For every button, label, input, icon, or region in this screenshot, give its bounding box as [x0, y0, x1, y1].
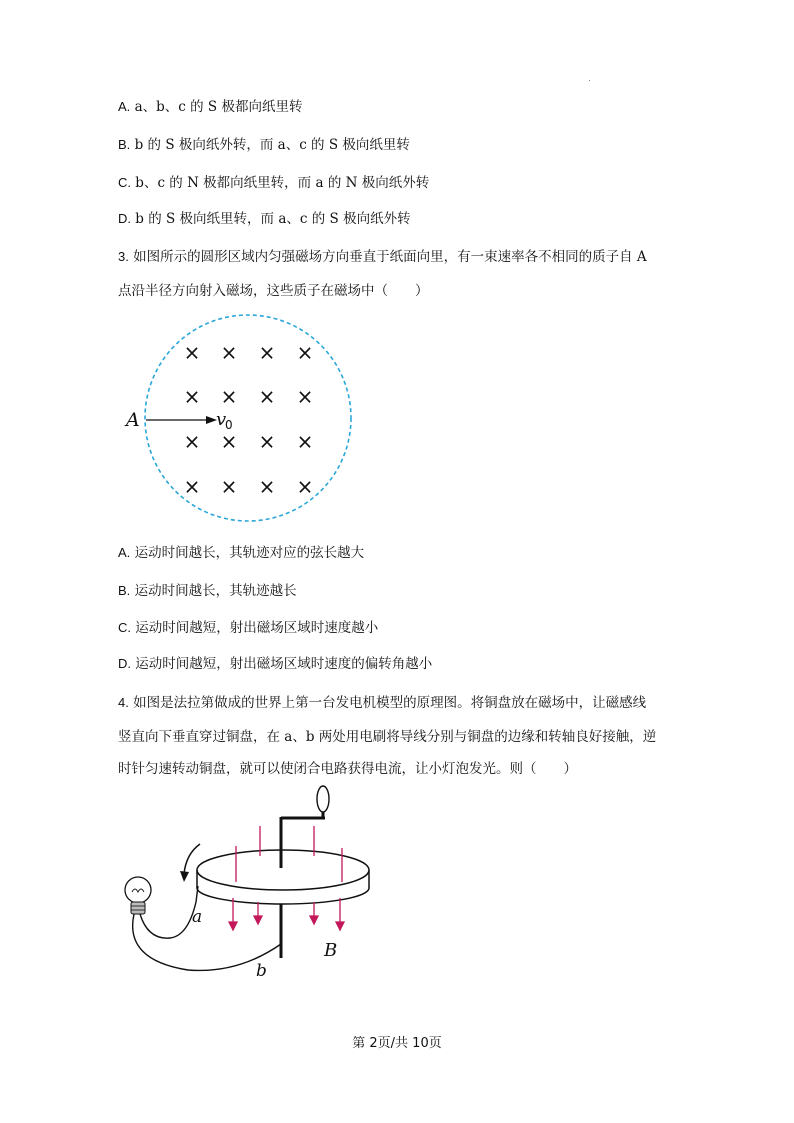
velocity-label: v: [216, 409, 227, 430]
field-cross: ×: [296, 384, 314, 409]
field-cross: ×: [220, 340, 238, 365]
field-boundary-circle: [145, 315, 351, 521]
question4-generator-figure: [118, 782, 378, 982]
field-cross: ×: [220, 384, 238, 409]
copper-disc-top: [197, 850, 369, 890]
field-cross: ×: [183, 429, 201, 454]
field-cross: ×: [220, 429, 238, 454]
velocity-subscript: 0: [225, 418, 233, 432]
field-cross: ×: [183, 340, 201, 365]
question3-option-d: D. 运动时间越短，射出磁场区域时速度的偏转角越小: [118, 656, 433, 672]
question3-option-c: C. 运动时间越短，射出磁场区域时速度越小: [118, 620, 379, 636]
crank-knob: [317, 786, 329, 812]
page-footer: 第 2页/共 10页: [352, 1036, 442, 1051]
question4-stem-line1: 4. 如图是法拉第做成的世界上第一台发电机模型的原理图。将铜盘放在磁场中，让磁感线: [118, 695, 647, 711]
question4-stem-line2: 竖直向下垂直穿过铜盘，在 a、b 两处用电刷将导线分别与铜盘的边缘和转轴良好接触，逆: [118, 729, 657, 745]
question3-stem-line1: 3. 如图所示的圆形区域内匀强磁场方向垂直于纸面向里，有一束速率各不相同的质子自 A: [118, 249, 647, 265]
question3-option-b: B. 运动时间越长，其轨迹越长: [118, 583, 297, 599]
field-cross: ×: [258, 474, 276, 499]
brush-b-label: b: [256, 961, 267, 981]
prev-option-a: A. a、b、c 的 S 极都向纸里转: [118, 99, 303, 115]
field-cross: ×: [296, 474, 314, 499]
rotation-arrow-head: [180, 871, 189, 882]
prev-option-b: B. b 的 S 极向纸外转，而 a、c 的 S 极向纸里转: [118, 137, 410, 153]
field-cross: ×: [296, 340, 314, 365]
question4-stem-line3: 时针匀速转动铜盘，就可以使闭合电路获得电流，让小灯泡发光。则（ ）: [118, 761, 577, 777]
prev-option-d: D. b 的 S 极向纸里转，而 a、c 的 S 极向纸外转: [118, 211, 411, 227]
prev-option-c: C. b、c 的 N 极都向纸里转，而 a 的 N 极向纸外转: [118, 175, 430, 191]
light-bulb-icon: [125, 877, 151, 914]
field-cross: ×: [296, 429, 314, 454]
field-cross: ×: [183, 384, 201, 409]
corner-mark: [589, 80, 590, 81]
question3-magnetic-field-figure: [118, 312, 368, 530]
point-a-label: A: [126, 409, 140, 431]
question3-option-a: A. 运动时间越长，其轨迹对应的弦长越大: [118, 545, 365, 561]
field-cross: ×: [258, 384, 276, 409]
field-cross: ×: [258, 340, 276, 365]
field-cross: ×: [220, 474, 238, 499]
magnetic-field-label: B: [324, 940, 338, 961]
field-cross: ×: [183, 474, 201, 499]
field-cross: ×: [258, 429, 276, 454]
brush-a-label: a: [192, 907, 203, 927]
question3-stem-line2: 点沿半径方向射入磁场，这些质子在磁场中（ ）: [118, 283, 429, 299]
